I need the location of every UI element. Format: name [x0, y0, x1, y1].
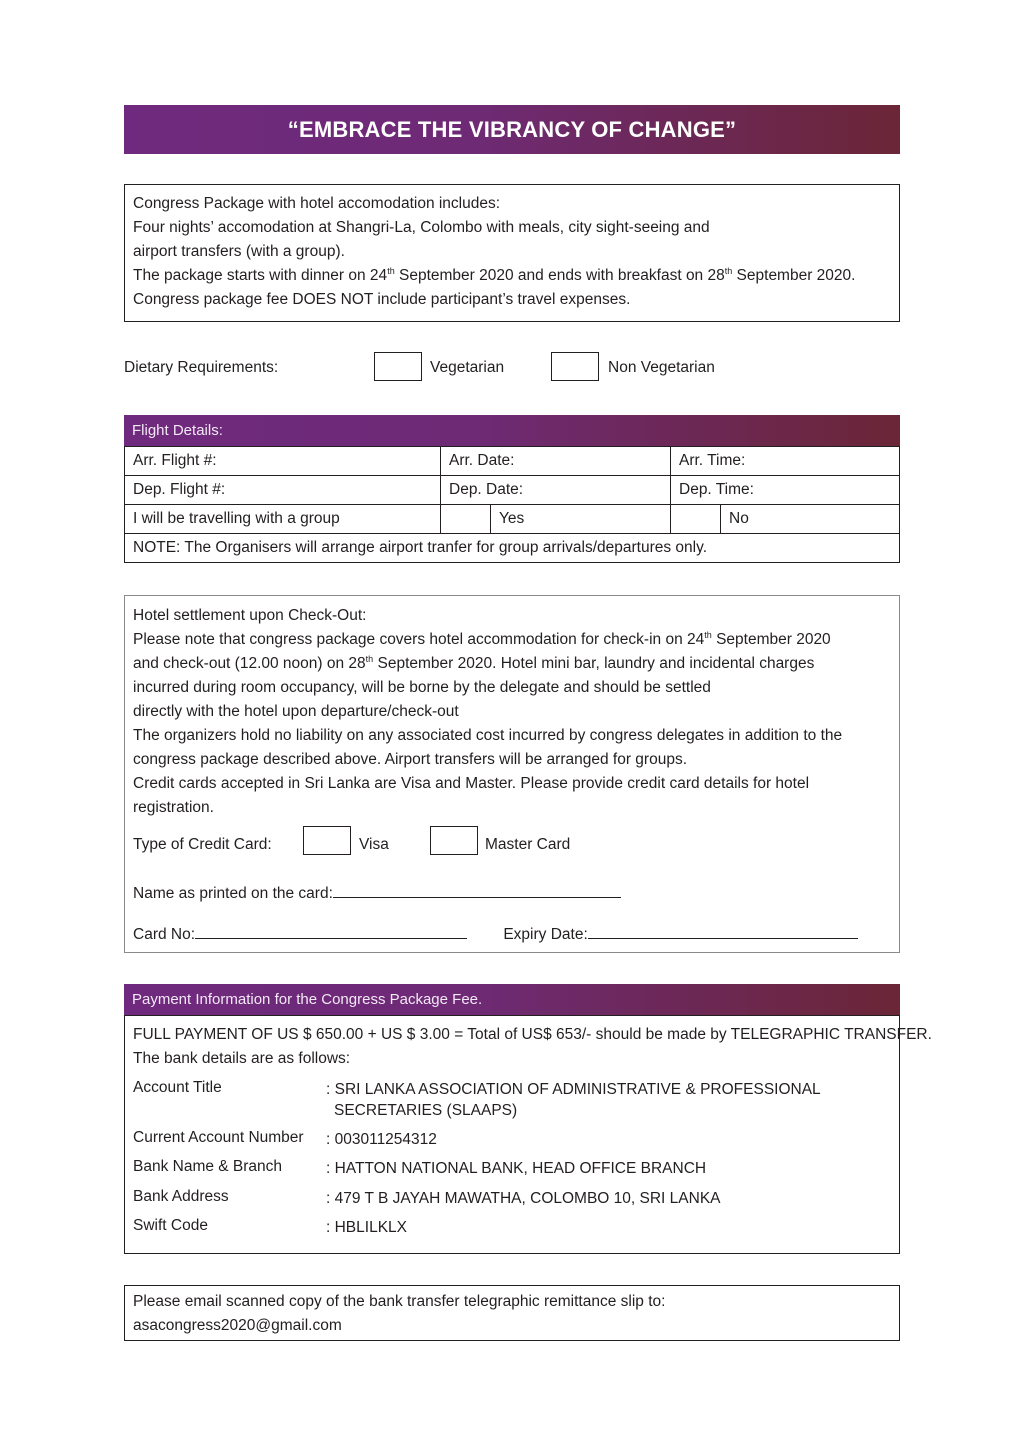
group-no-label: No	[721, 505, 900, 534]
expiry-date-input[interactable]	[588, 924, 858, 939]
ordinal-suffix: th	[365, 653, 374, 664]
payment-info-header: Payment Information for the Congress Package Fee.	[124, 984, 900, 1015]
vegetarian-label: Vegetarian	[430, 359, 505, 376]
hotel-settlement-box	[124, 595, 900, 953]
bank-details-intro: The bank details are as follows:	[133, 1050, 351, 1067]
swift-code-value: : HBLILKLX	[326, 1219, 407, 1236]
hotel-line: registration.	[133, 799, 214, 816]
swift-code-key: Swift Code	[133, 1217, 208, 1234]
expiry-date-label: Expiry Date:	[503, 926, 588, 943]
dep-date-field[interactable]: Dep. Date:	[441, 476, 671, 505]
email-instructions-text: Please email scanned copy of the bank transfer telegraphic remittance slip to:	[133, 1293, 666, 1310]
arr-time-field[interactable]: Arr. Time:	[671, 447, 900, 476]
group-yes-checkbox[interactable]	[441, 505, 491, 534]
hotel-line	[133, 628, 891, 652]
dep-flight-field[interactable]: Dep. Flight #:	[125, 476, 441, 505]
group-travel-label: I will be travelling with a group	[125, 505, 441, 534]
account-title-value-line: SECRETARIES (SLAAPS)	[334, 1102, 518, 1119]
bank-name-key: Bank Name & Branch	[133, 1158, 283, 1175]
table-row	[125, 447, 900, 476]
table-row	[125, 534, 900, 563]
package-text: September 2020 and ends with breakfast on 28	[394, 267, 725, 284]
hotel-text: September 2020. Hotel mini bar, laundry and incidental charges	[373, 655, 815, 672]
payment-total-line: FULL PAYMENT OF US $ 650.00 + US $ 3.00 = Total of US$ 653/- should be made by TELEGRAPHIC TRANSFER.	[133, 1026, 932, 1043]
package-line: Congress package fee DOES NOT include participant’s travel expenses.	[133, 291, 631, 308]
hotel-text: and check-out (12.00 noon) on 28	[133, 655, 366, 672]
hotel-line: Credit cards accepted in Sri Lanka are Visa and Master. Please provide credit card details for hotel	[133, 775, 810, 792]
card-number-label: Card No:	[133, 926, 196, 943]
package-line: Four nights’ accomodation at Shangri-La, Colombo with meals, city sight-seeing and	[133, 219, 710, 236]
hotel-text: September 2020	[711, 631, 831, 648]
non-vegetarian-label: Non Vegetarian	[608, 359, 715, 376]
page-banner-title: “EMBRACE THE VIBRANCY OF CHANGE”	[124, 105, 900, 154]
credit-card-type-label: Type of Credit Card:	[133, 836, 272, 853]
visa-label: Visa	[359, 836, 389, 853]
package-line: airport transfers (with a group).	[133, 243, 345, 260]
arr-flight-field[interactable]: Arr. Flight #:	[125, 447, 441, 476]
package-line: Congress Package with hotel accomodation includes:	[133, 195, 501, 212]
dietary-requirements-row	[124, 352, 900, 384]
card-name-row	[133, 882, 873, 906]
hotel-line: directly with the hotel upon departure/check-out	[133, 703, 459, 720]
package-text: The package starts with dinner on 24	[133, 267, 388, 284]
package-dates-line	[133, 264, 891, 288]
dep-time-field[interactable]: Dep. Time:	[671, 476, 900, 505]
table-row	[125, 476, 900, 505]
account-title-value-line: : SRI LANKA ASSOCIATION OF ADMINISTRATIVE & PROFESSIONAL	[326, 1081, 821, 1098]
card-number-input[interactable]	[195, 924, 467, 939]
package-info-box	[124, 184, 900, 322]
email-instructions-box	[124, 1285, 900, 1341]
non-vegetarian-checkbox[interactable]	[551, 352, 599, 381]
account-title-value	[326, 1079, 886, 1121]
arr-date-field[interactable]: Arr. Date:	[441, 447, 671, 476]
group-no-checkbox[interactable]	[671, 505, 721, 534]
ordinal-suffix: th	[724, 265, 733, 276]
visa-checkbox[interactable]	[303, 826, 351, 855]
account-number-key: Current Account Number	[133, 1129, 304, 1146]
bank-address-value: : 479 T B JAYAH MAWATHA, COLOMBO 10, SRI LANKA	[326, 1190, 721, 1207]
account-title-key: Account Title	[133, 1079, 222, 1096]
payment-info-box	[124, 1015, 932, 1254]
account-title-row	[133, 1079, 893, 1123]
credit-card-type-row	[133, 826, 873, 858]
bank-address-key: Bank Address	[133, 1188, 229, 1205]
group-yes-label: Yes	[491, 505, 671, 534]
master-card-checkbox[interactable]	[430, 826, 478, 855]
master-card-label: Master Card	[485, 836, 571, 853]
ordinal-suffix: th	[704, 629, 712, 640]
hotel-title: Hotel settlement upon Check-Out:	[133, 607, 367, 624]
hotel-text: Please note that congress package covers hotel accommodation for check-in on 24	[133, 631, 705, 648]
flight-details-header: Flight Details:	[124, 415, 900, 446]
hotel-line: The organizers hold no liability on any associated cost incurred by congress delegates in addition to the	[133, 727, 843, 744]
account-number-value: : 003011254312	[326, 1131, 437, 1148]
card-name-input[interactable]	[333, 883, 621, 898]
package-text: September 2020.	[732, 267, 856, 284]
flight-details-table	[124, 446, 900, 563]
card-number-row	[133, 923, 893, 947]
hotel-line	[133, 652, 891, 676]
ordinal-suffix: th	[387, 265, 395, 276]
dietary-label: Dietary Requirements:	[124, 359, 279, 376]
bank-name-value: : HATTON NATIONAL BANK, HEAD OFFICE BRANCH	[326, 1160, 707, 1177]
hotel-line: incurred during room occupancy, will be borne by the delegate and should be settled	[133, 679, 711, 696]
hotel-line: congress package described above. Airport transfers will be arranged for groups.	[133, 751, 687, 768]
card-name-label: Name as printed on the card:	[133, 885, 333, 902]
table-row	[125, 505, 900, 534]
email-address-link[interactable]: asacongress2020@gmail.com	[133, 1317, 342, 1334]
flight-note: NOTE: The Organisers will arrange airport tranfer for group arrivals/departures only.	[125, 534, 900, 563]
vegetarian-checkbox[interactable]	[374, 352, 422, 381]
